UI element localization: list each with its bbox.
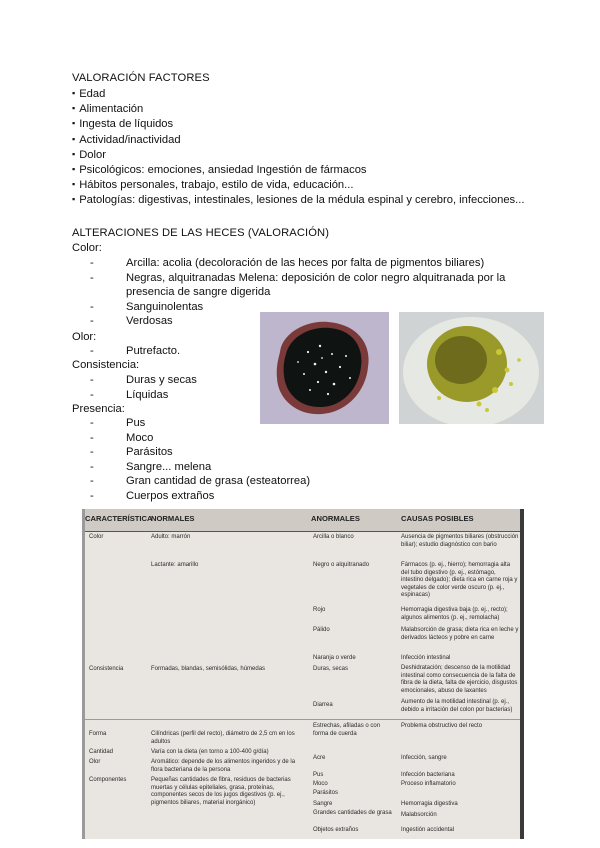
factor-item: ▪ Actividad/inactividad [72, 133, 524, 148]
table-cell: Olor [89, 759, 101, 765]
table-cell: Pus [313, 772, 324, 778]
color-item-continuation: presencia de sangre digerida [126, 286, 271, 299]
table-cell: Acre [313, 755, 326, 761]
table-header-cell: ANORMALES [311, 514, 360, 523]
factor-item: ▪ Patologías: digestivas, intestinales, lesiones de la médula espinal y cerebro, infecciones... [72, 193, 524, 208]
table-cell: Infección, sangre [401, 755, 447, 761]
presence-item: - Pus [90, 417, 146, 429]
table-cell: Malabsorción de grasa; dieta rica en leche y derivados lácteos y pobre en carne [401, 627, 519, 641]
table-header-cell: CAUSAS POSIBLES [401, 514, 474, 523]
alterations-title: ALTERACIONES DE LAS HECES (VALORACIÓN) [72, 227, 330, 239]
table-cell: Parásitos [313, 790, 339, 796]
factor-item: ▪ Ingesta de líquidos [72, 117, 524, 132]
table-cell: Lactante: amarillo [151, 562, 199, 568]
color-item: - Verdosas [90, 315, 173, 328]
table-cell: Adulto: marrón [151, 534, 191, 540]
melena-image-icon [260, 312, 389, 424]
table-cell: Aromático: depende de los alimentos ingeridos y de la flora bacteriana de la persona [151, 759, 296, 773]
table-cell: Estrechas, afiladas o con forma de cuerda [313, 723, 381, 737]
table-header [85, 509, 520, 532]
color-item: - Arcilla: acolia (decoloración de las heces por falta de pigmentos biliares) [90, 257, 485, 269]
presence-item: - Sangre... melena [90, 460, 212, 473]
table-cell: Ausencia de pigmentos biliares (obstrucción biliar); estudio diagnóstico con bario [401, 534, 519, 548]
presence-item: - Moco [90, 431, 154, 444]
color-item: - Negras, alquitranadas Melena: deposición de color negro alquitranada por la [90, 271, 506, 284]
table-cell: Forma [89, 731, 107, 737]
table-cell: Moco [313, 781, 328, 787]
table-cell: Problema obstructivo del recto [401, 723, 483, 729]
table-cell: Cantidad [89, 749, 114, 755]
table-cell: Negro o alquitranado [313, 562, 370, 568]
table-header-cell: CARACTERÍSTICA [85, 514, 153, 523]
presence-item: - Cuerpos extraños [90, 489, 215, 502]
factors-title: VALORACIÓN FACTORES [72, 72, 210, 84]
table-cell: Infección intestinal [401, 655, 451, 661]
table-header-cell: NORMALES [151, 514, 195, 523]
table-cell: Cilíndricas (perfil del recto), diámetro de 2,5 cm en los adultos [151, 731, 295, 745]
factors-list [72, 87, 524, 209]
table-cell: Arcilla o blanco [313, 534, 354, 540]
consistency-label: Consistencia: [72, 359, 140, 371]
presence-item: - Gran cantidad de grasa (esteatorrea) [90, 475, 311, 488]
factor-item: ▪ Edad [72, 87, 524, 102]
odor-item: - Putrefacto. [90, 345, 181, 357]
table-cell: Grandes cantidades de grasa [313, 810, 392, 816]
odor-label: Olor: [72, 331, 97, 343]
table-cell: Duras, secas [313, 666, 349, 672]
table-cell: Ingestión accidental [401, 827, 455, 833]
presence-list [90, 416, 310, 504]
factor-item: ▪ Dolor [72, 148, 524, 163]
table-cell: Proceso inflamatorio [401, 781, 456, 787]
table-cell: Hemorragia digestiva [401, 801, 458, 807]
factor-item: ▪ Psicológicos: emociones, ansiedad Ingestión de fármacos [72, 163, 524, 178]
consistency-item: - Líquidas [90, 388, 169, 401]
table-cell: Consistencia [89, 666, 124, 672]
table-cell: Varía con la dieta (en torno a 100-400 g/día) [151, 749, 269, 755]
table-cell: Infección bacteriana [401, 772, 455, 778]
table-cell: Aumento de la motilidad intestinal (p. ej., debido a irritación del colon por bacterias) [401, 699, 513, 713]
table-cell: Color [89, 534, 104, 540]
odor-list [90, 344, 180, 359]
factor-item: ▪ Hábitos personales, trabajo, estilo de vida, educación... [72, 178, 524, 193]
presence-label: Presencia: [72, 403, 125, 415]
table-cell: Naranja o verde [313, 655, 356, 661]
table-cell: Deshidratación; descenso de la motilidad intestinal como consecuencia de la falta de fibra de la dieta, falta de ejercicio, disgustos emocionales, abuso de laxantes [401, 665, 518, 694]
steatorrhea-image-icon [399, 312, 544, 424]
table-cell: Diarrea [313, 702, 333, 708]
table-cell: Hemorragia digestiva baja (p. ej., recto); algunos alimentos (p. ej., remolacha) [401, 607, 508, 621]
table-cell: Fármacos (p. ej., hierro); hemorragia alta del tubo digestivo (p. ej., estómago, intestino delgado); dieta rica en carne roja y vegetales de color verde oscuro (p. ej., espinacas) [401, 562, 518, 599]
table-cell: Malabsorción [401, 812, 437, 818]
table-divider [85, 719, 520, 720]
table-cell: Pálido [313, 627, 330, 633]
presence-item: - Parásitos [90, 446, 173, 459]
table-cell: Pequeñas cantidades de fibra, residuos de bacterias muertas y células epiteliales, grasa, proteínas, componentes secos de los jugos digestivos (p. ej., pigmentos biliares, material inorgánico) [151, 777, 291, 806]
melena-photo [260, 312, 389, 424]
consistency-item: - Duras y secas [90, 374, 197, 386]
table-cell: Sangre [313, 801, 333, 807]
table-cell: Rojo [313, 607, 326, 613]
color-item: - Sanguinolentas [90, 300, 204, 313]
table-cell: Formadas, blandas, semisólidas, húmedas [151, 666, 266, 672]
table-cell: Objetos extraños [313, 827, 359, 833]
stool-characteristics-table [82, 509, 524, 839]
factor-item: ▪ Alimentación [72, 102, 524, 117]
color-label: Color: [72, 242, 102, 254]
consistency-list [90, 373, 197, 402]
table-cell: Componentes [89, 777, 127, 783]
steatorrhea-photo [399, 312, 544, 424]
